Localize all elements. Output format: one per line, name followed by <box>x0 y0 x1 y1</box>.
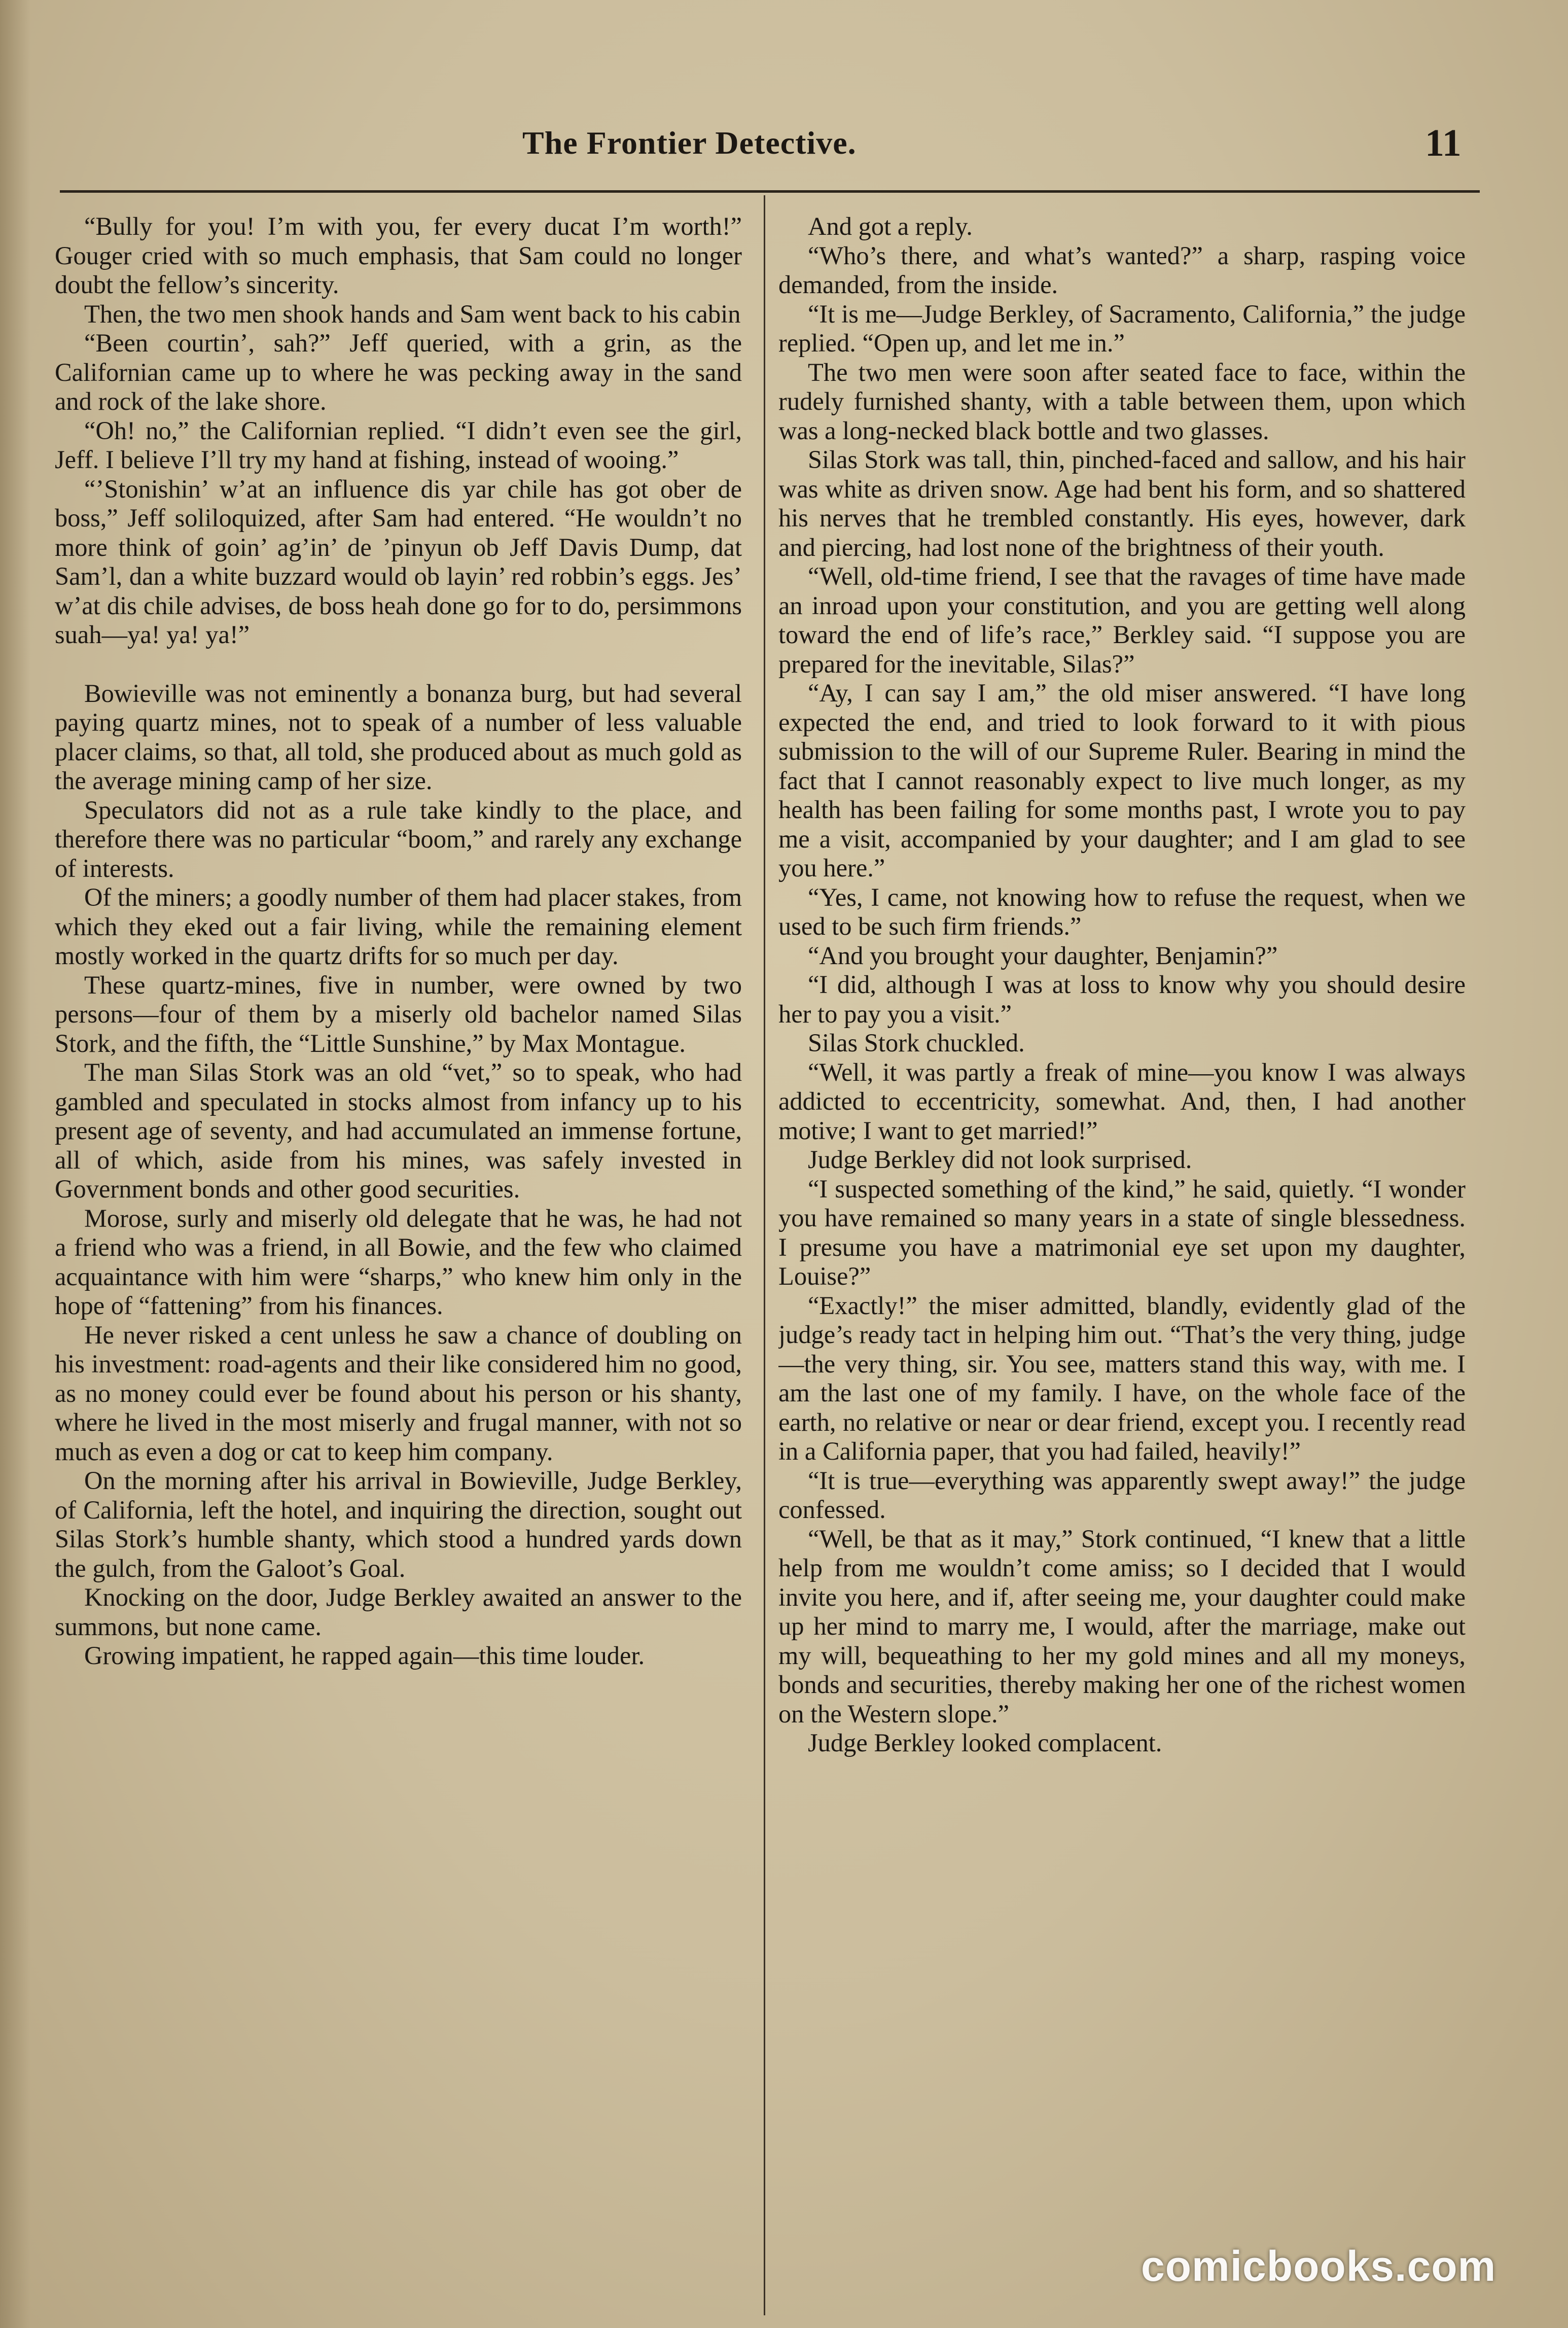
paragraph: On the morning after his arrival in Bowieville, Judge Berkley, of California, left the hotel, and inquiring the direction, sought out Silas Stork’s humble shanty, which stood a hundred yards down the gulch, from the Galoot’s Goal. <box>55 1466 742 1582</box>
running-title: The Frontier Detective. <box>522 125 857 161</box>
paragraph: Judge Berkley did not look surprised. <box>808 1145 1192 1174</box>
paragraph: “It is me—Judge Berkley, of Sacramento, California,” the judge replied. “Open up, and let me in.” <box>778 299 1466 357</box>
paragraph: Speculators did not as a rule take kindly to the place, and therefore there was no particular “boom,” and rarely any exchange of interests. <box>55 795 742 883</box>
right-column <box>778 212 1466 2322</box>
paragraph: “Oh! no,” the Californian replied. “I didn’t even see the girl, Jeff. I believe I’ll try my hand at fishing, instead of wooing.” <box>55 416 742 474</box>
paragraph: Silas Stork was tall, thin, pinched-faced and sallow, and his hair was white as driven snow. Age had bent his form, and so shattered his nerves that he trembled constantly. His eyes, however, dark and piercing, had lost none of the brightness of their youth. <box>778 445 1466 561</box>
paragraph: The man Silas Stork was an old “vet,” so to speak, who had gambled and speculated in stocks almost from infancy up to his present age of seventy, and had accumulated an immense fortune, all of which, aside from his mines, was safely invested in Government bonds and other good securities. <box>55 1058 742 1203</box>
paragraph: “I suspected something of the kind,” he said, quietly. “I wonder you have remained so many years in a state of single blessedness. I presume you have a matrimonial eye set upon my daughter, Louise?” <box>778 1174 1466 1290</box>
paragraph: Growing impatient, he rapped again—this time louder. <box>84 1641 645 1670</box>
paragraph: Of the miners; a goodly number of them had placer stakes, from which they eked out a fair living, while the remaining element mostly worked in the quartz drifts for so much per day. <box>55 883 742 970</box>
paragraph: “And you brought your daughter, Benjamin?” <box>808 941 1278 970</box>
paragraph: Morose, surly and miserly old delegate that he was, he had not a friend who was a friend, in all Bowie, and the few who claimed acquaintance with him were “sharps,” who knew him only in the hope of “fattening” from his finances. <box>55 1204 742 1320</box>
paragraph: “’Stonishin’ w’at an influence dis yar chile has got ober de boss,” Jeff soliloquized, after Sam had entered. “He wouldn’t no more think of goin’ ag’in’ de ’pinyun ob Jeff Davis Dump, dat Sam’l, dan a white buzzard would ob layin’ red robbin’s eggs. Jes’ w’at dis chile advises, de boss heah done go for to do, persimmons suah—ya! ya! ya!” <box>55 474 742 649</box>
paragraph: Silas Stork chuckled. <box>808 1029 1025 1057</box>
watermark: comicbooks.com <box>1141 2242 1496 2290</box>
paragraph: “Who’s there, and what’s wanted?” a sharp, rasping voice demanded, from the inside. <box>778 241 1466 299</box>
header-rule <box>60 190 1480 193</box>
paragraph: These quartz-mines, five in number, were owned by two persons—four of them by a miserly old bachelor named Silas Stork, and the fifth, the “Little Sunshine,” by Max Montague. <box>55 970 742 1057</box>
left-column <box>55 212 742 2322</box>
paragraph: Judge Berkley looked complacent. <box>808 1729 1162 1757</box>
paragraph: “I did, although I was at loss to know why you should desire her to pay you a visit.” <box>778 970 1466 1028</box>
paragraph: Knocking on the door, Judge Berkley awaited an answer to the summons, but none came. <box>55 1583 742 1641</box>
paragraph: “Well, it was partly a freak of mine—you know I was always addicted to eccentricity, somewhat. And, then, I had another motive; I want to get married!” <box>778 1057 1466 1145</box>
paragraph: “Well, old-time friend, I see that the ravages of time have made an inroad upon your constitution, and you are getting well along toward the end of life’s race,” Berkley said. “I suppose you are prepared for the inevitable, Silas?” <box>778 562 1466 678</box>
paragraph: “Ay, I can say I am,” the old miser answered. “I have long expected the end, and tried to look forward to it with pious submission to the will of our Supreme Ruler. Bearing in mind the fact that I cannot reasonably expect to live much longer, as my health has been failing for some months past, I wrote you to pay me a visit, accompanied by your daughter; and I am glad to see you here.” <box>778 679 1466 882</box>
page-header <box>0 114 1568 170</box>
paragraph: The two men were soon after seated face to face, within the rudely furnished shanty, with a table between them, upon which was a long-necked black bottle and two glasses. <box>778 358 1466 445</box>
paragraph: And got a reply. <box>808 212 973 240</box>
paragraph: “Well, be that as it may,” Stork continued, “I knew that a little help from me wouldn’t come amiss; so I decided that I would invite you here, and if, after seeing me, your daughter could make up her mind to marry me, I would, after the marriage, make out my will, bequeathing to her my gold mines and all my moneys, bonds and securities, thereby making her one of the richest women on the Western slope.” <box>778 1524 1466 1728</box>
paragraph: Bowieville was not eminently a bonanza burg, but had several paying quartz mines, not to speak of a number of less valuable placer claims, so that, all told, she produced about as much gold as the average mining camp of her size. <box>55 679 742 795</box>
paragraph: “Exactly!” the miser admitted, blandly, evidently glad of the judge’s ready tact in helping him out. “That’s the very thing, judge—the very thing, sir. You see, matters stand this way, with me. I am the last one of my family. I have, on the whole face of the earth, no relative or near or dear friend, except you. I recently read in a California paper, that you had failed, heavily!” <box>778 1291 1466 1465</box>
column-divider <box>764 195 765 2315</box>
paragraph: “It is true—everything was apparently swept away!” the judge confessed. <box>778 1466 1466 1524</box>
page-number: 11 <box>1425 122 1462 164</box>
paragraph: “Bully for you! I’m with you, fer every ducat I’m worth!” Gouger cried with so much emphasis, that Sam could no longer doubt the fellow’s sincerity. <box>55 212 742 299</box>
paragraph: “Yes, I came, not knowing how to refuse the request, when we used to be such firm friends.” <box>778 883 1466 940</box>
paragraph: “Been courtin’, sah?” Jeff queried, with a grin, as the Californian came up to where he was pecking away in the sand and rock of the lake shore. <box>55 329 742 415</box>
page-edge-shadow <box>0 0 30 2328</box>
paragraph: Then, the two men shook hands and Sam went back to his cabin <box>84 299 741 328</box>
paragraph: He never risked a cent unless he saw a chance of doubling on his investment: road-agents and their like considered him no good, as no money could ever be found about his person or his shanty, where he lived in the most miserly and frugal manner, with not so much as even a dog or cat to keep him company. <box>55 1320 742 1466</box>
section-break <box>55 650 742 679</box>
